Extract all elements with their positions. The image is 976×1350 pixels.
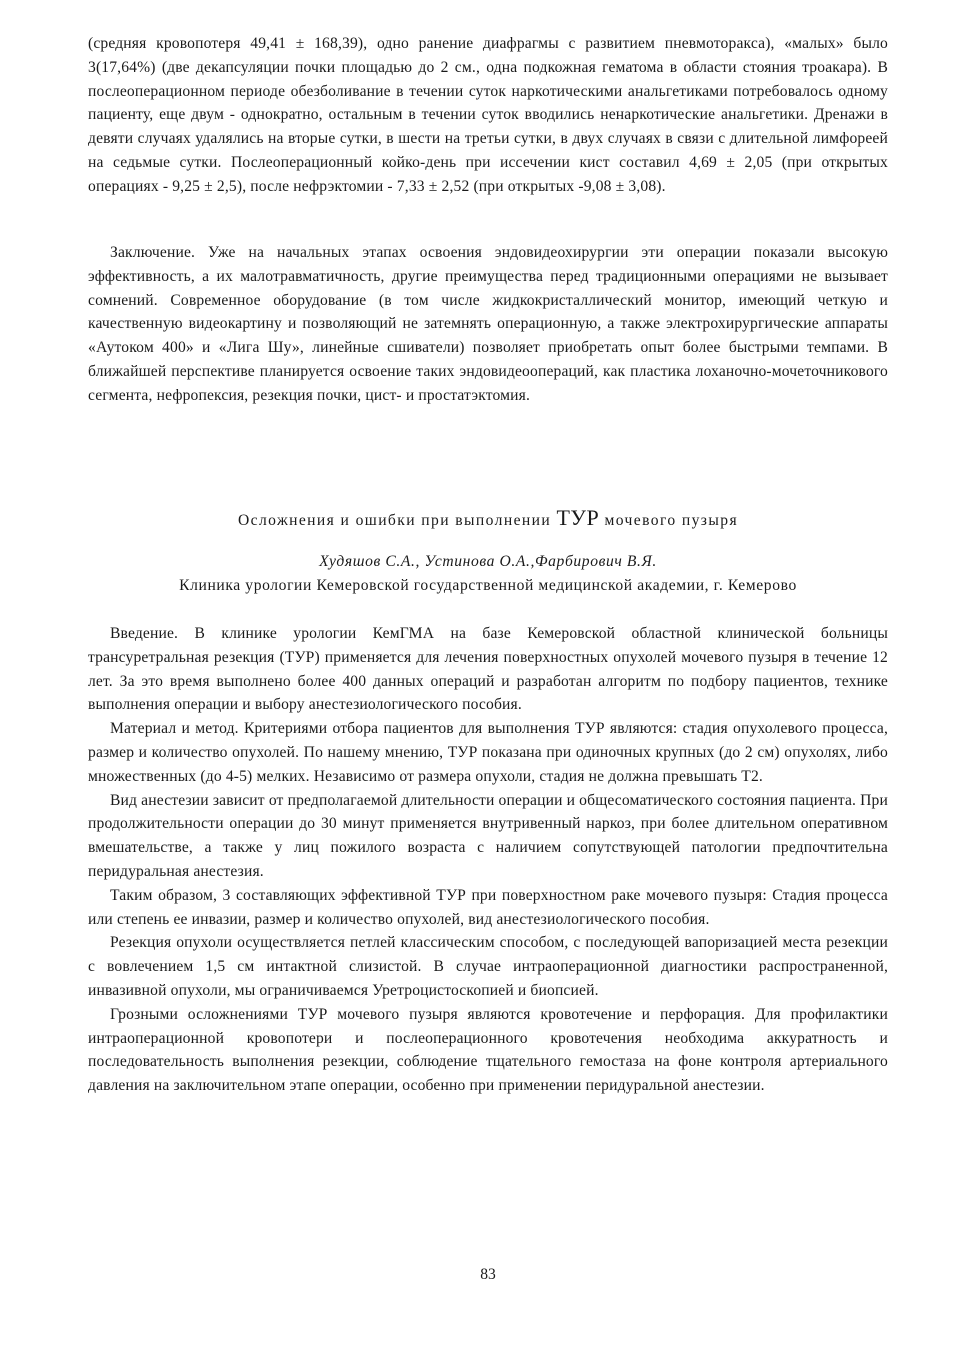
complications-paragraph: Грозными осложнениями ТУР мочевого пузыря являются кровотечение и перфорация. Для профилактики интраоперационной кровопотери и послеоперационного кровотечения необходима аккуратность и последовательность выполнения резекции, соблюдение тщательного гемостаза на фоне контроля артериального давления на заключительном этапе операции, особенно при применении перидуральной анестезии. (88, 1005, 888, 1095)
resection-paragraph: Резекция опухоли осуществляется петлей классическим способом, с последующей вапоризацией места резекции с вовлечением 1,5 см интактной слизистой. В случае интраоперационной диагностики распространенной, инвазивной опухоли, мы ограничиваемся Уретроцистоскопией и биопсией. (88, 934, 888, 999)
introduction-paragraph: Введение. В клинике урологии КемГМА на базе Кемеровской областной клинической больницы трансуретральная резекция (ТУР) применяется для лечения поверхностных опухолей мочевого пузыря в течение 12 лет. За это время выполнено более 400 данных операций и разработан алгоритм по подбору пациентов, технике выполнения операции и выбору анестезиологического пособия. (88, 625, 888, 714)
article-title-abbr: ТУР (556, 505, 600, 530)
summary-paragraph: Таким образом, 3 составляющих эффективной ТУР при поверхностном раке мочевого пузыря: Стадия процесса или степень ее инвазии, размер и количество опухолей, вид анестезиологического пособия. (88, 886, 888, 928)
continuation-paragraph: (средняя кровопотеря 49,41 ± 168,39), одно ранение диафрагмы с развитием пневмоторакса), «малых» было 3(17,64%) (две декапсуляции почки площадью до 2 см., одна подкожная гематома в области стояния троакара). В послеоперационном периоде обезболивание в течении суток наркотическими анальгетиками потребовалось одному пациенту, еще двум - однократно, остальным в течении суток вводились ненаркотические анальгетики. Дренажи в девяти случаях удалялись на вторые сутки, в шести на третьи сутки, в двух случаях в связи с длительной лимфореей на седьмые сутки. Послеоперационный койко-день при иссечении кист составил 4,69 ± 2,05 (при открытых операциях - 9,25 ± 2,5), после нефрэктомии - 7,33 ± 2,52 (при открытых -9,08 ± 3,08). (88, 35, 888, 195)
article-title (0, 505, 976, 531)
anesthesia-paragraph: Вид анестезии зависит от предполагаемой длительности операции и общесоматического состояния пациента. При продолжительности операции до 30 минут применяется внутривенный наркоз, при более длительном оперативном вмешательстве, а также у лиц пожилого возраста с наличием сопутствующей патологии предпочтительна перидуральная анестезия. (88, 791, 888, 880)
previous-article-conclusion (88, 241, 888, 408)
article-authors: Худяшов С.А., Устинова О.А.,Фарбирович В.Я. (319, 553, 657, 570)
article-affiliation: Клиника урологии Кемеровской государственной медицинской академии, г. Кемерово (179, 577, 797, 594)
conclusion-paragraph: Заключение. Уже на начальных этапах освоения эндовидеохирургии эти операции показали высокую эффективность, а их малотравматичность, другие преимущества перед традиционными операциями не вызывает сомнений. Современное оборудование (в том числе жидкокристаллический монитор, имеющий четкую и качественную видеокартину и позволяющий не затемнять операционную, а также электрохирургические аппараты «Аутоком 400» и «Лига Шу», линейные сшиватели) позволяет приобретать опыт более быстрыми темпами. В ближайшей перспективе планируется освоение таких эндовидеоопераций, как пластика лоханочно-мочеточникового сегмента, нефропексия, резекция почки, цист- и простатэктомия. (88, 244, 888, 404)
article-body (88, 622, 888, 1098)
article-title-after: мочевого пузыря (599, 512, 739, 529)
methods-paragraph: Материал и метод. Критериями отбора пациентов для выполнения ТУР являются: стадия опухолевого процесса, размер и количество опухолей. По нашему мнению, ТУР показана при одиночных крупных (до 2 см) опухолях, либо множественных (до 4-5) мелких. Независимо от размера опухоли, стадия не должна превышать Т2. (88, 720, 888, 785)
page-number: 83 (480, 1266, 496, 1283)
previous-article-continuation (88, 32, 888, 199)
article-title-before: Осложнения и ошибки при выполнении (237, 512, 557, 529)
